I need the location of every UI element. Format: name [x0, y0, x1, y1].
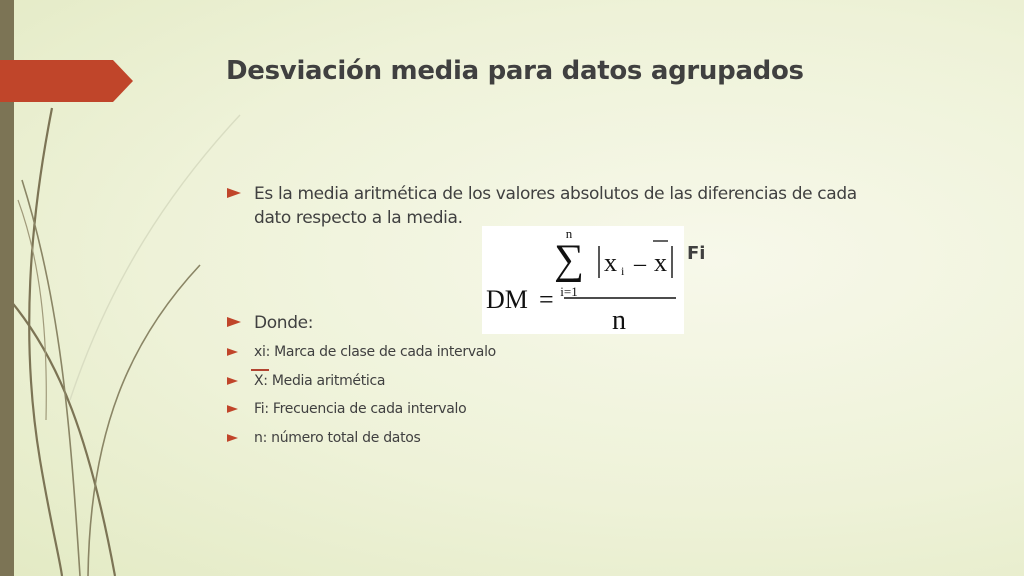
mean-variable: x — [654, 248, 667, 277]
bullet-mean: X: Media aritmética — [254, 373, 386, 389]
fi-multiplier-label: Fi — [687, 243, 706, 264]
minus-sign: – — [634, 251, 646, 277]
sum-symbol: ∑ — [554, 237, 584, 283]
sum-upper-limit: n — [565, 226, 573, 241]
dm-label: DM — [486, 285, 528, 314]
slide-title: Desviación media para datos agrupados — [226, 56, 804, 86]
denominator-n: n — [612, 305, 626, 334]
bullet-n: n: número total de datos — [254, 430, 421, 446]
bullet-xi: xi: Marca de clase de cada intervalo — [254, 344, 496, 360]
bullet-definition-line1: Es la media aritmética de los valores absolutos de las diferencias de cada — [254, 184, 857, 204]
triangle-bullet-icon — [227, 377, 238, 385]
equals-sign: = — [539, 285, 554, 314]
bullet-definition-line2: dato respecto a la media. — [254, 208, 463, 228]
triangle-bullet-icon — [227, 434, 238, 442]
title-accent-tab — [0, 60, 133, 102]
xi-subscript: i — [621, 264, 625, 278]
xi-variable: x — [604, 248, 617, 277]
formula-image — [482, 226, 684, 334]
bullet-donde: Donde: — [254, 313, 314, 333]
triangle-bullet-icon — [227, 348, 238, 356]
triangle-bullet-icon — [227, 405, 238, 413]
triangle-bullet-icon — [227, 317, 241, 327]
triangle-bullet-icon — [227, 188, 241, 198]
bullet-fi: Fi: Frecuencia de cada intervalo — [254, 401, 467, 417]
mean-overbar — [251, 369, 269, 371]
sum-lower-limit: i=1 — [560, 284, 578, 299]
